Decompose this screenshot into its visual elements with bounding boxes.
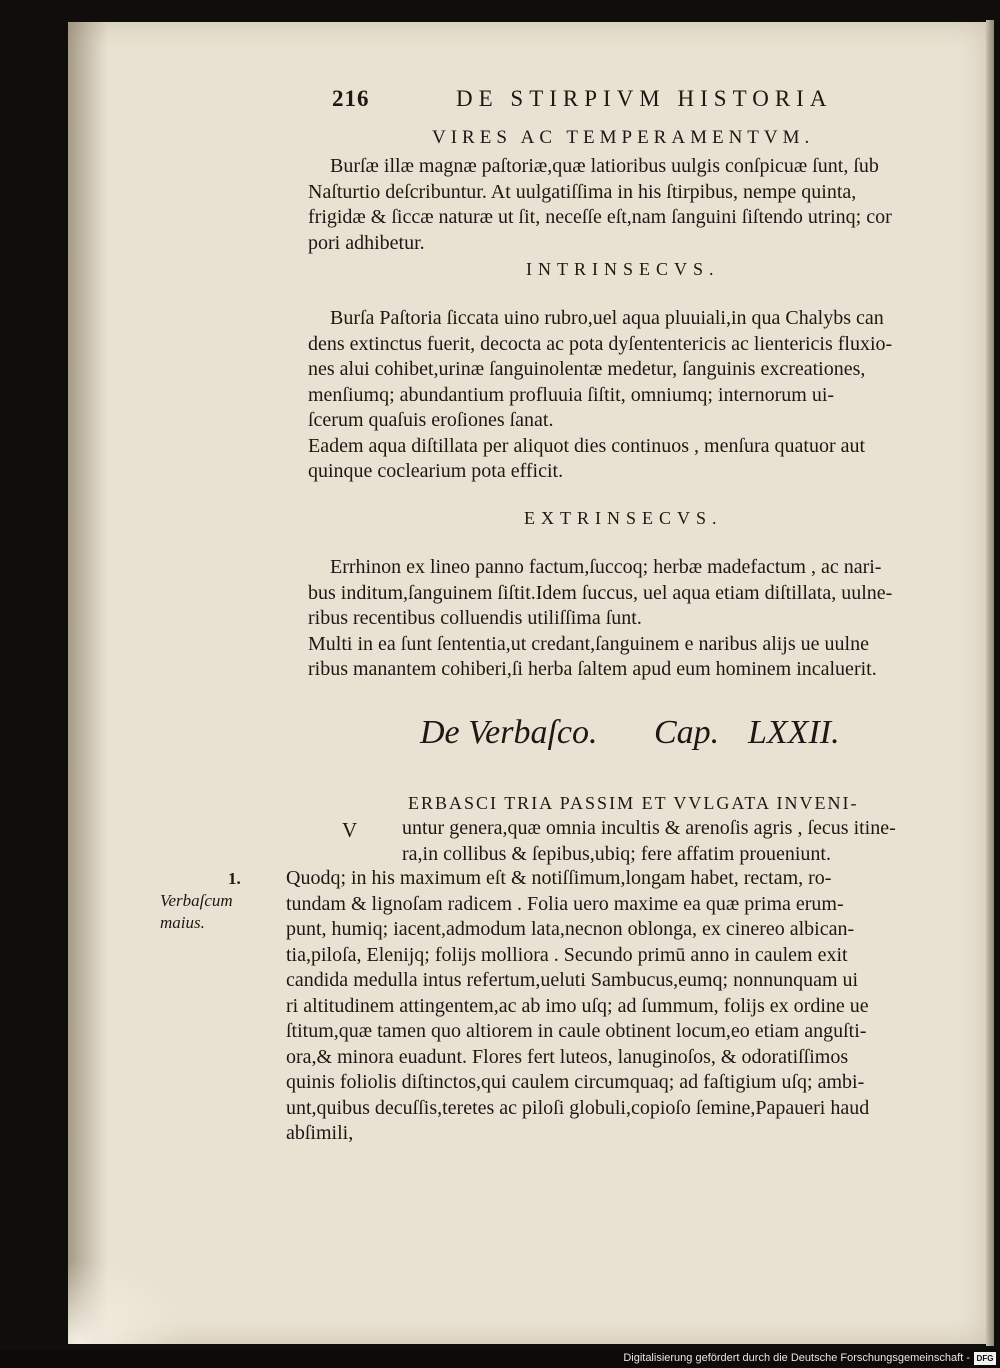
text-line: tia,piloſa, Elenijq; folijs molliora . Secundo primū anno in caulem exit [286, 943, 848, 966]
text-line: Quodq; in his maximum eſt & notiſſimum,longam habet, rectam, ro- [286, 867, 832, 889]
text-line: ra,in collibus & ſepibus,ubiq; fere affatim proueniunt. [402, 842, 831, 865]
text-line: punt, humiq; iacent,admodum lata,necnon oblonga, ex cinereo albican- [286, 918, 855, 940]
text-line: ribus recentibus colluendis utiliſſima ſunt. [308, 607, 642, 629]
extrinsecus-paragraph [308, 555, 892, 683]
main-paragraph [286, 866, 869, 1147]
vires-paragraph [308, 154, 892, 256]
text-line: ora,& minora euadunt. Flores fert luteos, lanuginoſos, & odoratiſſimos [286, 1045, 849, 1068]
text-line: dens extinctus fuerit, decocta ac pota dyſententericis ac lientericis fluxio- [308, 332, 893, 355]
opening-caps: ERBASCI TRIA PASSIM ET VVLGATA INVENI- [408, 793, 859, 813]
text-line: quinis foliolis diſtinctos,qui caulem circumquaq; ad faſtigium uſq; ambi- [286, 1071, 865, 1093]
text-line: Burſæ illæ magnæ paſtoriæ,quæ latioribus uulgis conſpicuæ ſunt, ſub [330, 155, 879, 177]
text-line: bus inditum,ſanguinem ſiſtit.Idem ſuccus, uel aqua etiam diſtillata, uulne- [308, 581, 893, 604]
text-line: candida medulla intus refertum,ueluti Sambucus,eumq; nonnunquam ui [286, 969, 859, 991]
text-line: ri altitudinem attingentem,ac ab imo uſq; ad ſummum, folijs ex ordine ue [286, 994, 869, 1017]
text-line: unt,quibus decuſſis,teretes ac piloſi globuli,copioſo ſemine,Papaueri haud [286, 1096, 870, 1119]
text-line: frigidæ & ſiccæ naturæ ut ſit, neceſſe eſt,nam ſanguini ſiſtendo utrinq; cor [308, 206, 892, 228]
margin-note-number: 1. [228, 869, 241, 888]
text-line: Eadem aqua diſtillata per aliquot dies continuos , menſura quatuor aut [308, 434, 866, 457]
text-line: nes alui cohibet,urinæ ſanguinolentæ medetur, ſanguinis excreationes, [308, 358, 866, 380]
opening-lines [402, 816, 896, 867]
text-line: quinque coclearium pota efficit. [308, 460, 564, 482]
text-line: menſiumq; abundantium profluuia ſiſtit, omniumq; internorum ui- [308, 383, 835, 406]
text-line: abſimili, [286, 1122, 354, 1144]
chapter-number: LXXII. [748, 714, 840, 751]
page-number: 216 [332, 86, 370, 111]
text-line: Naſturtio deſcribuntur. At uulgatiſſima in his ſtirpibus, nempe quinta, [308, 180, 857, 203]
text-line: ſtitum,quæ tamen quo altiorem in caule obtinent locum,eo etiam anguſti- [286, 1020, 867, 1042]
dfg-logo: DFG [974, 1352, 996, 1365]
text-line: tundam & lignoſam radicem . Folia uero maxime ea quæ prima erum- [286, 892, 844, 915]
text-line: Multi in ea ſunt ſententia,ut credant,ſanguinem e naribus alijs ue uulne [308, 632, 869, 655]
text-line: ribus manantem cohiberi,ſi herba ſaltem apud eum hominem incaluerit. [308, 658, 877, 680]
chapter-cap: Cap. [654, 714, 720, 751]
paper-stain [68, 1260, 188, 1344]
margin-note-line1: Verbaſcum [160, 891, 233, 910]
section-heading-extrinsecus: EXTRINSECVS. [524, 508, 723, 528]
text-line: ſcerum quaſuis eroſiones ſanat. [308, 409, 554, 431]
section-heading-vires: VIRES AC TEMPERAMENTVM. [432, 127, 815, 148]
page-edge [986, 20, 994, 1346]
section-heading-intrinsecus: INTRINSECVS. [526, 259, 720, 279]
text-line: Burſa Paſtoria ſiccata uino rubro,uel aqua pluuiali,in qua Chalybs can [330, 307, 884, 329]
margin-note-line2: maius. [160, 913, 205, 932]
chapter-title: De Verbaſco. [420, 714, 598, 751]
intrinsecus-paragraph [308, 306, 892, 485]
footer-credit: Digitalisierung gefördert durch die Deutsche Forschungsgemeinschaft - [623, 1352, 970, 1364]
text-line: untur genera,quæ omnia incultis & arenoſis agris , ſecus itine- [402, 817, 896, 839]
text-line: Errhinon ex lineo panno factum,ſuccoq; herbæ madefactum , ac nari- [330, 556, 882, 578]
gutter-shadow [68, 22, 108, 1344]
running-head: DE STIRPIVM HISTORIA [456, 86, 833, 111]
text-line: pori adhibetur. [308, 231, 425, 254]
initial-letter: V [342, 818, 358, 842]
